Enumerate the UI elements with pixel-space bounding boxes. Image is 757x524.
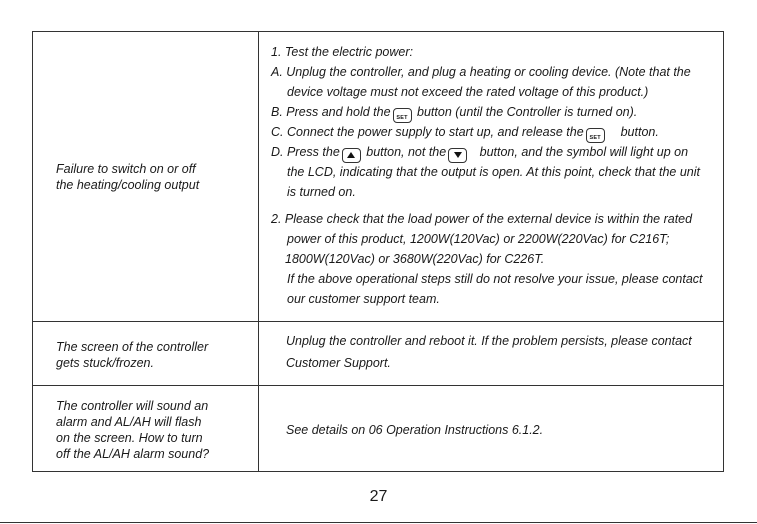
solution-line: Unplug the controller and reboot it. If the problem persists, please contact [286,334,692,348]
set-key-label: SET [589,135,601,141]
text-segment: button. [620,125,659,139]
problem-line: The screen of the controller [56,340,209,354]
problem-line: gets stuck/frozen. [56,356,154,370]
problem-line: off the AL/AH alarm sound? [56,447,210,461]
solution-line [271,124,659,143]
problem-line: The controller will sound an [56,399,209,413]
solution-line: 2. Please check that the load power of the external device is within the rated [271,212,693,226]
problem-cell [56,398,209,462]
text-segment: C. Connect the power supply to start up, and release the [271,125,584,139]
down-arrow-key-icon [448,148,467,163]
row-divider [33,385,723,386]
text-segment: button, not the [366,145,447,159]
solution-line [271,104,637,123]
solution-line: See details on 06 Operation Instructions 6.1.2. [286,423,544,437]
solution-line: If the above operational steps still do not resolve your issue, please contact [287,272,703,286]
up-arrow-key-icon [342,148,361,163]
set-key-icon [393,108,412,123]
column-divider [258,32,259,471]
problem-line: on the screen. How to turn [56,431,203,445]
set-key-label: SET [396,115,408,121]
row-divider [33,321,723,322]
problem-cell [56,339,208,371]
solution-line: A. Unplug the controller, and plug a heating or cooling device. (Note that the [271,65,691,79]
text-segment: button (until the Controller is turned on). [417,105,638,119]
page-bottom-rule [0,522,757,523]
problem-line: Failure to switch on or off [56,162,196,176]
problem-line: alarm and AL/AH will flash [56,415,202,429]
problem-cell [56,161,199,193]
text-segment: button, and the symbol will light up on [479,145,689,159]
solution-line: is turned on. [287,185,356,199]
solution-line: our customer support team. [287,292,440,306]
set-key-icon [586,128,605,143]
solution-line: device voltage must not exceed the rated voltage of this product.) [287,85,649,99]
page-number: 27 [369,488,388,505]
solution-line [271,144,688,163]
problem-line: the heating/cooling output [56,178,200,192]
solution-line: the LCD, indicating that the output is open. At this point, check that the unit [287,165,700,179]
solution-line: 1. Test the electric power: [271,45,413,59]
solution-line: power of this product, 1200W(120Vac) or 2200W(220Vac) for C216T; [287,232,670,246]
text-segment: B. Press and hold the [271,105,391,119]
solution-line: Customer Support. [286,356,391,370]
solution-line: 1800W(120Vac) or 3680W(220Vac) for C226T. [285,252,545,266]
text-segment: D. Press the [271,145,340,159]
